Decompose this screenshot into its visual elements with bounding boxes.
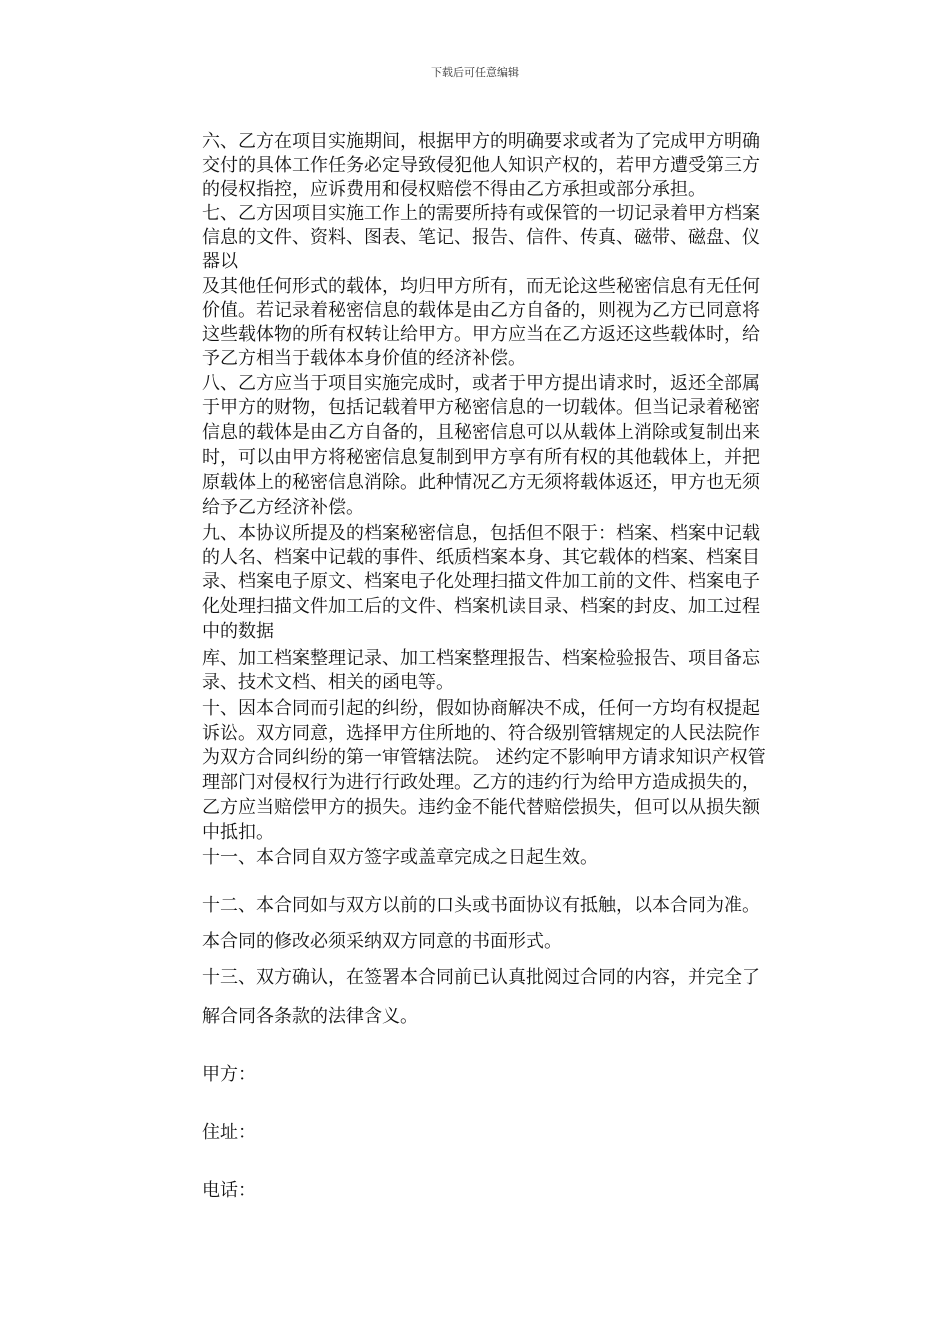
body-line: 十、因本合同而引起的纠纷，假如协商解决不成，任何一方均有权提起 [202,698,760,719]
body-line: 十二、本合同如与双方以前的口头或书面协议有抵触，以本合同为准。 [202,895,760,916]
body-line: 十三、双方确认，在签署本合同前已认真批阅过合同的内容，并完全了 [202,967,760,988]
body-line: 给予乙方经济补偿。 [202,497,364,518]
body-line: 七、乙方因项目实施工作上的需要所持有或保管的一切记录着甲方档案 [202,203,760,224]
body-line: 乙方应当赔偿甲方的损失。违约金不能代替赔偿损失，但可以从损失额 [202,797,760,818]
body-line: 六、乙方在项目实施期间，根据甲方的明确要求或者为了完成甲方明确 [202,131,760,152]
body-line: 中的数据 [202,621,274,642]
body-line: 理部门对侵权行为进行行政处理。乙方的违约行为给甲方造成损失的， [202,772,760,793]
signature-address-label: 住址： [202,1122,256,1143]
body-line: 价值。若记录着秘密信息的载体是由乙方自备的，则视为乙方已同意将 [202,300,760,321]
signature-phone-label: 电话： [202,1180,256,1201]
body-line: 予乙方相当于载体本身价值的经济补偿。 [202,348,526,369]
body-line: 中抵扣。 [202,822,274,843]
body-line: 录、档案电子原文、档案电子化处理扫描文件加工前的文件、档案电子 [202,571,760,592]
body-line: 交付的具体工作任务必定导致侵犯他人知识产权的，若甲方遭受第三方 [202,155,760,176]
body-line: 器以 [202,251,238,272]
body-line: 九、本协议所提及的档案秘密信息，包括但不限于：档案、档案中记载 [202,523,760,544]
body-line: 的人名、档案中记载的事件、纸质档案本身、其它载体的档案、档案目 [202,547,760,568]
body-line: 时，可以由甲方将秘密信息复制到甲方享有所有权的其他载体上，并把 [202,447,760,468]
body-line: 解合同各条款的法律含义。 [202,1006,418,1027]
body-line: 原载体上的秘密信息消除。此种情况乙方无须将载体返还，甲方也无须 [202,472,760,493]
body-line: 八、乙方应当于项目实施完成时，或者于甲方提出请求时，返还全部属 [202,373,760,394]
body-line: 诉讼。双方同意，选择甲方住所地的、符合级别管辖规定的人民法院作 [202,723,760,744]
signature-party-a-label: 甲方： [202,1064,256,1085]
body-line: 化处理扫描文件加工后的文件、档案机读目录、档案的封皮、加工过程 [202,596,760,617]
body-line: 十一、本合同自双方签字或盖章完成之日起生效。 [202,847,598,868]
body-line: 这些载体物的所有权转让给甲方。甲方应当在乙方返还这些载体时，给 [202,324,760,345]
body-line: 录、技术文档、相关的函电等。 [202,672,454,693]
body-line: 本合同的修改必须采纳双方同意的书面形式。 [202,931,562,952]
body-line: 信息的文件、资料、图表、笔记、报告、信件、传真、磁带、磁盘、仪 [202,227,760,248]
body-line: 的侵权指控，应诉费用和侵权赔偿不得由乙方承担或部分承担。 [202,179,706,200]
body-line: 库、加工档案整理记录、加工档案整理报告、档案检验报告、项目备忘 [202,648,760,669]
body-line: 信息的载体是由乙方自备的，且秘密信息可以从载体上消除或复制出来 [202,422,760,443]
body-line: 于甲方的财物，包括记载着甲方秘密信息的一切载体。但当记录着秘密 [202,397,760,418]
body-line: 为双方合同纠纷的第一审管辖法院。 述约定不影响甲方请求知识产权管 [202,747,766,768]
body-line: 及其他任何形式的载体，均归甲方所有，而无论这些秘密信息有无任何 [202,276,760,297]
page-header: 下载后可任意编辑 [431,66,519,79]
